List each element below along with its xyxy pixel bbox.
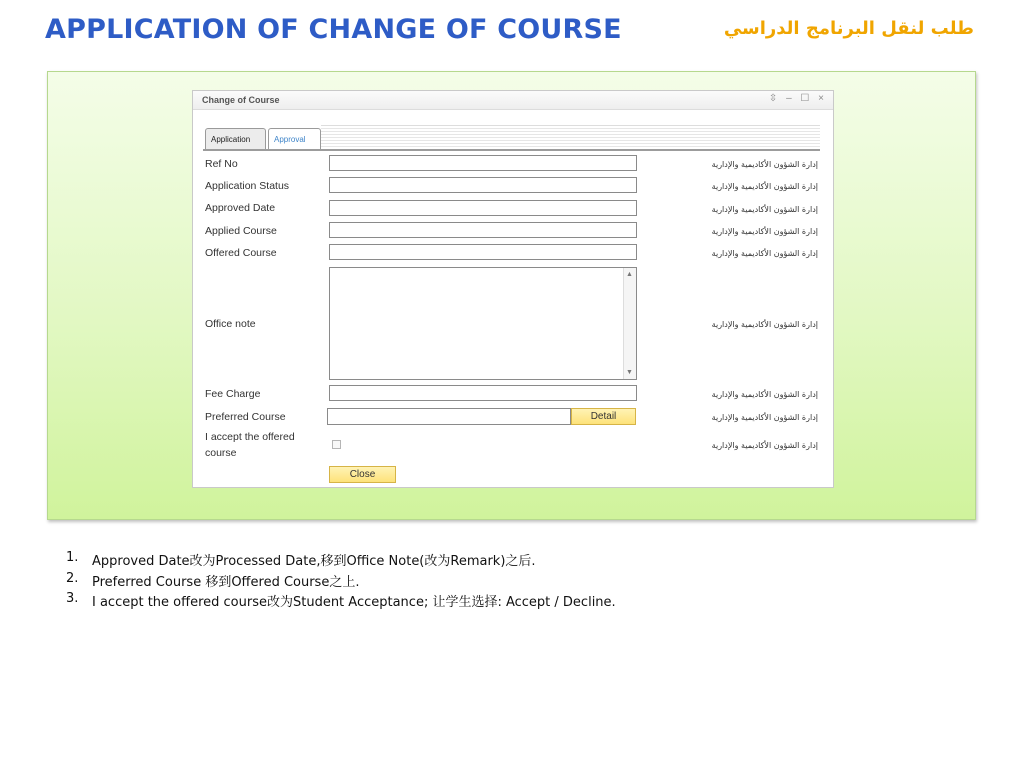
offered-course-label: Offered Course [205, 247, 277, 259]
ref-no-arabic-note: إدارة الشؤون الأكاديمية والإدارية [711, 160, 818, 169]
fee-charge-label: Fee Charge [205, 388, 261, 400]
application-status-field[interactable] [329, 177, 637, 193]
list-number: 2. [66, 570, 79, 586]
preferred-course-field[interactable] [327, 408, 571, 425]
offered-course-arabic-note: إدارة الشؤون الأكاديمية والإدارية [711, 249, 818, 258]
detail-button[interactable]: Detail [571, 408, 636, 425]
notes-list [66, 550, 616, 612]
list-text: Preferred Course 移到Offered Course之上. [92, 574, 360, 590]
list-item [66, 591, 616, 612]
preferred-course-arabic-note: إدارة الشؤون الأكاديمية والإدارية [711, 413, 818, 422]
offered-course-field[interactable] [329, 244, 637, 260]
scroll-up-icon[interactable]: ▲ [626, 271, 633, 278]
office-note-label: Office note [205, 318, 256, 330]
list-item [66, 550, 616, 571]
approved-date-arabic-note: إدارة الشؤون الأكاديمية والإدارية [711, 205, 818, 214]
list-text: I accept the offered course改为Student Acceptance; 让学生选择: Accept / Decline. [92, 595, 616, 610]
applied-course-arabic-note: إدارة الشؤون الأكاديمية والإدارية [711, 227, 818, 236]
tab-strip-decoration [321, 125, 820, 150]
preferred-course-label: Preferred Course [205, 411, 286, 423]
fee-charge-arabic-note: إدارة الشؤون الأكاديمية والإدارية [711, 390, 818, 399]
approved-date-label: Approved Date [205, 202, 276, 214]
application-status-arabic-note: إدارة الشؤون الأكاديمية والإدارية [711, 182, 818, 191]
change-of-course-dialog [192, 90, 834, 488]
application-status-label: Application Status [205, 180, 290, 192]
tab-approval[interactable]: Approval [268, 128, 321, 149]
close-button[interactable]: Close [329, 466, 396, 483]
list-number: 3. [66, 591, 79, 606]
office-note-textarea[interactable] [329, 267, 637, 380]
list-item [66, 571, 616, 592]
slide-title: APPLICATION OF CHANGE OF COURSE [45, 14, 622, 45]
ref-no-field[interactable] [329, 155, 637, 171]
accept-offered-label-line1: I accept the offered [205, 431, 295, 443]
accept-offered-label-line2: course [205, 447, 237, 459]
applied-course-label: Applied Course [205, 225, 277, 237]
tab-baseline [203, 149, 820, 151]
scroll-down-icon[interactable]: ▼ [626, 369, 633, 376]
office-note-scrollbar[interactable] [623, 268, 636, 379]
accept-offered-checkbox[interactable] [332, 440, 341, 449]
accept-offered-arabic-note: إدارة الشؤون الأكاديمية والإدارية [711, 441, 818, 450]
applied-course-field[interactable] [329, 222, 637, 238]
arabic-slide-title: طلب لنقل البرنامج الدراسي [723, 18, 974, 39]
list-number: 1. [66, 550, 79, 565]
list-text: Approved Date改为Processed Date,移到Office Note(改为Remark)之后. [92, 554, 536, 569]
tab-application[interactable]: Application [205, 128, 266, 149]
tab-strip [203, 123, 820, 151]
office-note-arabic-note: إدارة الشؤون الأكاديمية والإدارية [711, 320, 818, 329]
dialog-header [193, 91, 833, 110]
ref-no-label: Ref No [205, 158, 238, 170]
approved-date-field[interactable] [329, 200, 637, 216]
dialog-title: Change of Course [202, 95, 280, 105]
window-controls-icon[interactable]: ⇳ – ☐ × [768, 93, 827, 104]
fee-charge-field[interactable] [329, 385, 637, 401]
